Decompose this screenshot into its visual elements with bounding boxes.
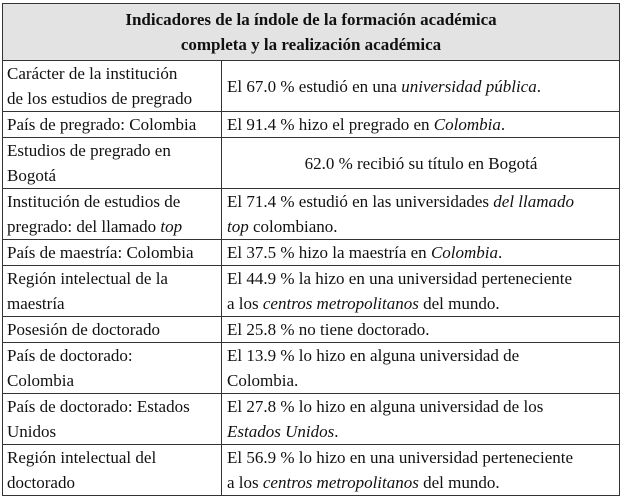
value-text: El 67.0 % estudió en una: [227, 76, 402, 96]
value-text: El 56.9 % lo hizo en una universidad perteneciente: [227, 448, 574, 467]
value-text: .: [500, 115, 506, 134]
table-row: [3, 61, 620, 112]
value-cell: [222, 343, 620, 394]
table-row: [3, 445, 620, 496]
value-text: colombiano.: [248, 217, 338, 236]
indicators-table: [2, 3, 620, 496]
indicator-text: pregrado: del llamado: [7, 217, 161, 236]
value-emphasis: centros metropolitanos: [262, 473, 419, 492]
value-cell: [222, 394, 620, 445]
indicators-table-container: [2, 3, 619, 496]
value-emphasis: del llamado: [493, 192, 575, 211]
value-text: a los: [227, 294, 263, 313]
value-text: El 44.9 % la hizo en una universidad perteneciente: [227, 269, 573, 288]
indicator-emphasis: top: [160, 217, 183, 236]
value-text: Colombia.: [227, 371, 299, 390]
value-text: El 37.5 % hizo la maestría en: [227, 243, 431, 262]
indicator-text: de los estudios de pregrado: [7, 89, 193, 108]
indicator-cell: [3, 112, 222, 138]
value-cell: [222, 138, 620, 189]
table-row: [3, 138, 620, 189]
value-emphasis: Estados Unidos: [227, 422, 335, 441]
indicator-cell: [3, 138, 222, 189]
value-text: .: [334, 422, 339, 441]
value-text: del mundo.: [418, 294, 500, 313]
table-row: [3, 189, 620, 240]
indicator-cell: [3, 343, 222, 394]
value-emphasis: Colombia: [433, 115, 501, 134]
value-cell: [222, 112, 620, 138]
indicator-text: País de doctorado: Estados: [7, 397, 190, 416]
value-text: .: [498, 243, 503, 262]
indicator-cell: [3, 445, 222, 496]
indicator-text: Bogotá: [7, 166, 57, 185]
table-row: [3, 343, 620, 394]
value-text: El 71.4 % estudió en las universidades: [227, 192, 494, 211]
value-text: 62.0 % recibió su título en Bogotá: [304, 153, 538, 173]
value-text: del mundo.: [418, 473, 500, 492]
value-text: El 91.4 % hizo el pregrado en: [227, 115, 434, 134]
table-header-line2: completa y la realización académica: [180, 35, 442, 54]
table-header: [3, 4, 620, 61]
table-header-line1: Indicadores de la índole de la formación académica: [125, 10, 497, 29]
indicator-text: País de pregrado: Colombia: [7, 115, 197, 134]
value-emphasis: Colombia: [430, 243, 498, 262]
indicator-text: Posesión de doctorado: [7, 320, 160, 339]
indicator-cell: [3, 394, 222, 445]
value-cell: [222, 445, 620, 496]
indicator-cell: [3, 317, 222, 343]
value-cell: [222, 189, 620, 240]
indicator-cell: [3, 240, 222, 266]
indicator-cell: [3, 61, 222, 112]
value-cell: [222, 61, 620, 112]
indicator-cell: [3, 189, 222, 240]
indicator-text: Carácter de la institución: [7, 64, 178, 83]
table-row: [3, 240, 620, 266]
table-header-row: [3, 4, 620, 61]
indicator-text: doctorado: [7, 473, 75, 492]
indicator-text: Estudios de pregrado en: [7, 141, 171, 160]
indicator-text: maestría: [7, 294, 65, 313]
value-text: a los: [227, 473, 263, 492]
table-row: [3, 266, 620, 317]
value-cell: [222, 317, 620, 343]
table-row: [3, 317, 620, 343]
value-emphasis: top: [227, 217, 249, 236]
value-text: El 27.8 % lo hizo en alguna universidad de los: [227, 397, 544, 416]
indicator-text: País de doctorado:: [7, 346, 133, 365]
indicator-text: País de maestría: Colombia: [7, 243, 194, 262]
indicator-text: Unidos: [7, 422, 57, 441]
indicator-text: Institución de estudios de: [7, 192, 181, 211]
table-row: [3, 394, 620, 445]
value-emphasis: centros metropolitanos: [262, 294, 419, 313]
indicator-text: Región intelectual de la: [7, 269, 168, 288]
value-emphasis: universidad pública: [401, 76, 537, 96]
indicator-text: Región intelectual del: [7, 448, 157, 467]
value-text: .: [536, 76, 541, 96]
value-cell: [222, 240, 620, 266]
value-text: El 25.8 % no tiene doctorado.: [227, 320, 430, 339]
value-text: El 13.9 % lo hizo en alguna universidad de: [227, 346, 520, 365]
indicator-text: Colombia: [7, 371, 75, 390]
table-row: [3, 112, 620, 138]
indicator-cell: [3, 266, 222, 317]
value-cell: [222, 266, 620, 317]
